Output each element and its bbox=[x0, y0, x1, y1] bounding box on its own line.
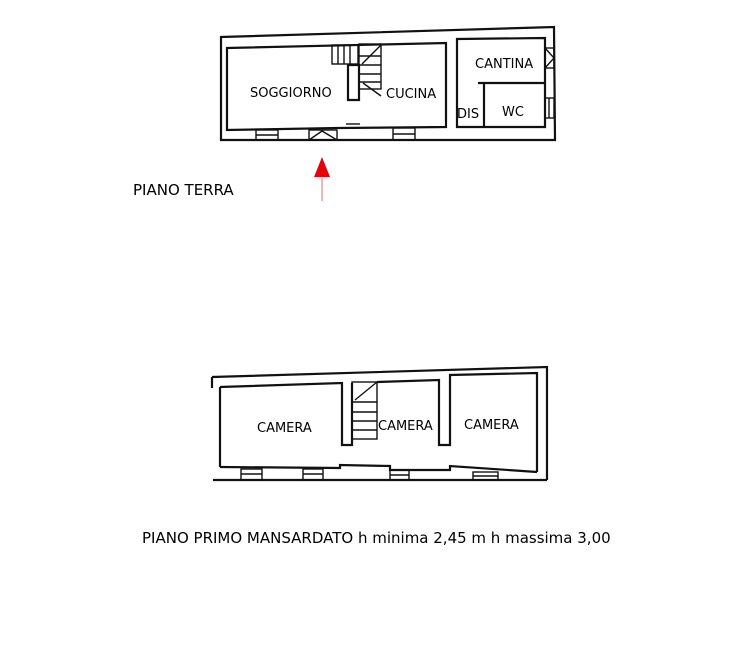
room-label-cantina: CANTINA bbox=[475, 57, 534, 72]
room-label-camera-1: CAMERA bbox=[257, 421, 312, 436]
first-floor-south-wall bbox=[220, 465, 537, 472]
room-label-camera-3: CAMERA bbox=[464, 418, 519, 433]
first-floor-plan bbox=[212, 367, 547, 480]
ground-floor-plan bbox=[221, 27, 555, 140]
ground-floor-stairs bbox=[332, 44, 381, 96]
entrance-arrow-icon bbox=[314, 157, 330, 201]
room-label-dis: DIS bbox=[457, 107, 480, 122]
first-floor-title: PIANO PRIMO MANSARDATO h minima 2,45 m h massima 3,00 bbox=[142, 529, 611, 547]
room-label-cucina: CUCINA bbox=[386, 87, 437, 102]
first-floor-openings bbox=[241, 469, 498, 480]
first-floor-stairs bbox=[352, 382, 377, 439]
partition-soggiorno-cucina bbox=[348, 65, 359, 100]
room-label-camera-2: CAMERA bbox=[378, 419, 433, 434]
ground-floor-title: PIANO TERRA bbox=[133, 181, 234, 199]
room-label-soggiorno: SOGGIORNO bbox=[250, 86, 332, 101]
room-label-wc: WC bbox=[502, 105, 524, 120]
